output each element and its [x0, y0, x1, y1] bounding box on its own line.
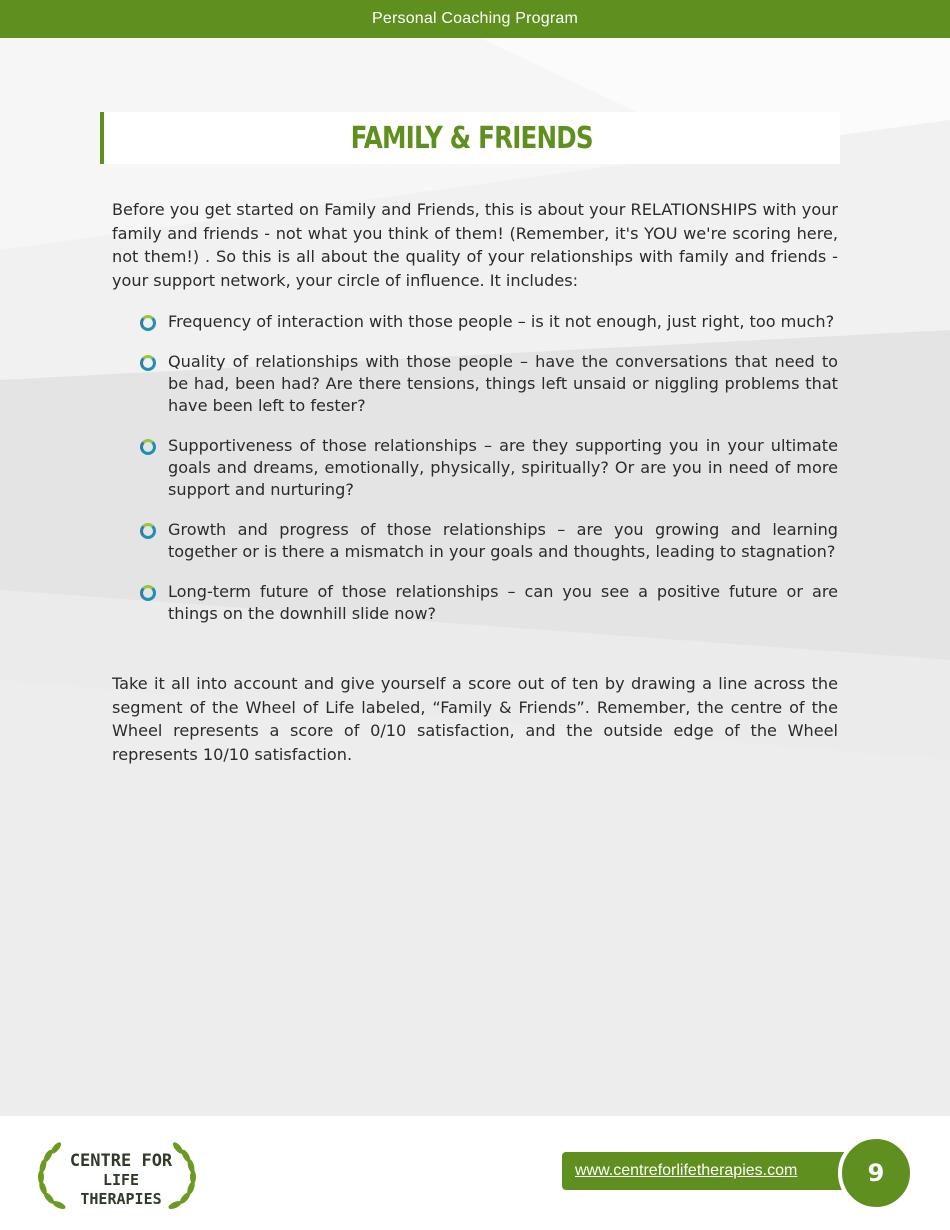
intro-paragraph: Before you get started on Family and Friends, this is about your RELATIONSHIPS with your family and friends - not what you think of them! (Remember, it's YOU we're scoring here, not them!) . So this is all about the quality of your relationships with family and friends - your support network, your circle of influence. It includes:: [112, 200, 838, 290]
list-item-text: Frequency of interaction with those people – is it not enough, just right, too much?: [168, 312, 835, 331]
footer: [0, 1116, 950, 1230]
list-item-text: Supportiveness of those relationships – are they supporting you in your ultimate goals and dreams, emotionally, physically, spiritually? Or are you in need of more support and nurturing?: [168, 436, 838, 499]
centre-for-life-therapies-logo: [34, 1140, 200, 1212]
list-item: [168, 435, 838, 501]
website-link[interactable]: www.centreforlifetherapies.com: [575, 1162, 798, 1179]
circle-bullet-icon: [140, 585, 156, 601]
main-content: [112, 198, 838, 766]
list-item: [168, 351, 838, 417]
header-bar: [0, 0, 950, 38]
page-number-badge: [838, 1135, 914, 1211]
logo-line-2: LIFE THERAPIES: [80, 1171, 162, 1208]
list-item-text: Long-term future of those relationships – can you see a positive future or are things on the downhill slide now?: [168, 582, 838, 623]
logo-line-1: CENTRE FOR: [69, 1151, 173, 1171]
logo-text: [66, 1152, 176, 1209]
bullet-list: [112, 311, 838, 625]
page-number: 9: [867, 1159, 885, 1187]
website-link-pill[interactable]: [562, 1152, 854, 1190]
circle-bullet-icon: [140, 355, 156, 371]
circle-bullet-icon: [140, 315, 156, 331]
section-title: FAMILY & FRIENDS: [350, 120, 594, 156]
closing-paragraph: Take it all into account and give yourself a score out of ten by drawing a line across the segment of the Wheel of Life labeled, “Family & Friends”. Remember, the centre of the Wheel represents a score of 0/10 satisfaction, and the outside edge of the Wheel represents 10/10 satisfaction.: [112, 674, 838, 764]
list-item: [168, 519, 838, 563]
list-item-text: Quality of relationships with those people – have the conversations that need to be had, been had? Are there tensions, things left unsaid or niggling problems that have been left to fester?: [168, 352, 838, 415]
circle-bullet-icon: [140, 439, 156, 455]
list-item: [168, 311, 838, 333]
list-item: [168, 581, 838, 625]
section-title-box: [100, 112, 840, 164]
program-title: Personal Coaching Program: [372, 10, 578, 27]
list-item-text: Growth and progress of those relationships – are you growing and learning together or is there a mismatch in your goals and thoughts, leading to stagnation?: [168, 520, 838, 561]
circle-bullet-icon: [140, 523, 156, 539]
